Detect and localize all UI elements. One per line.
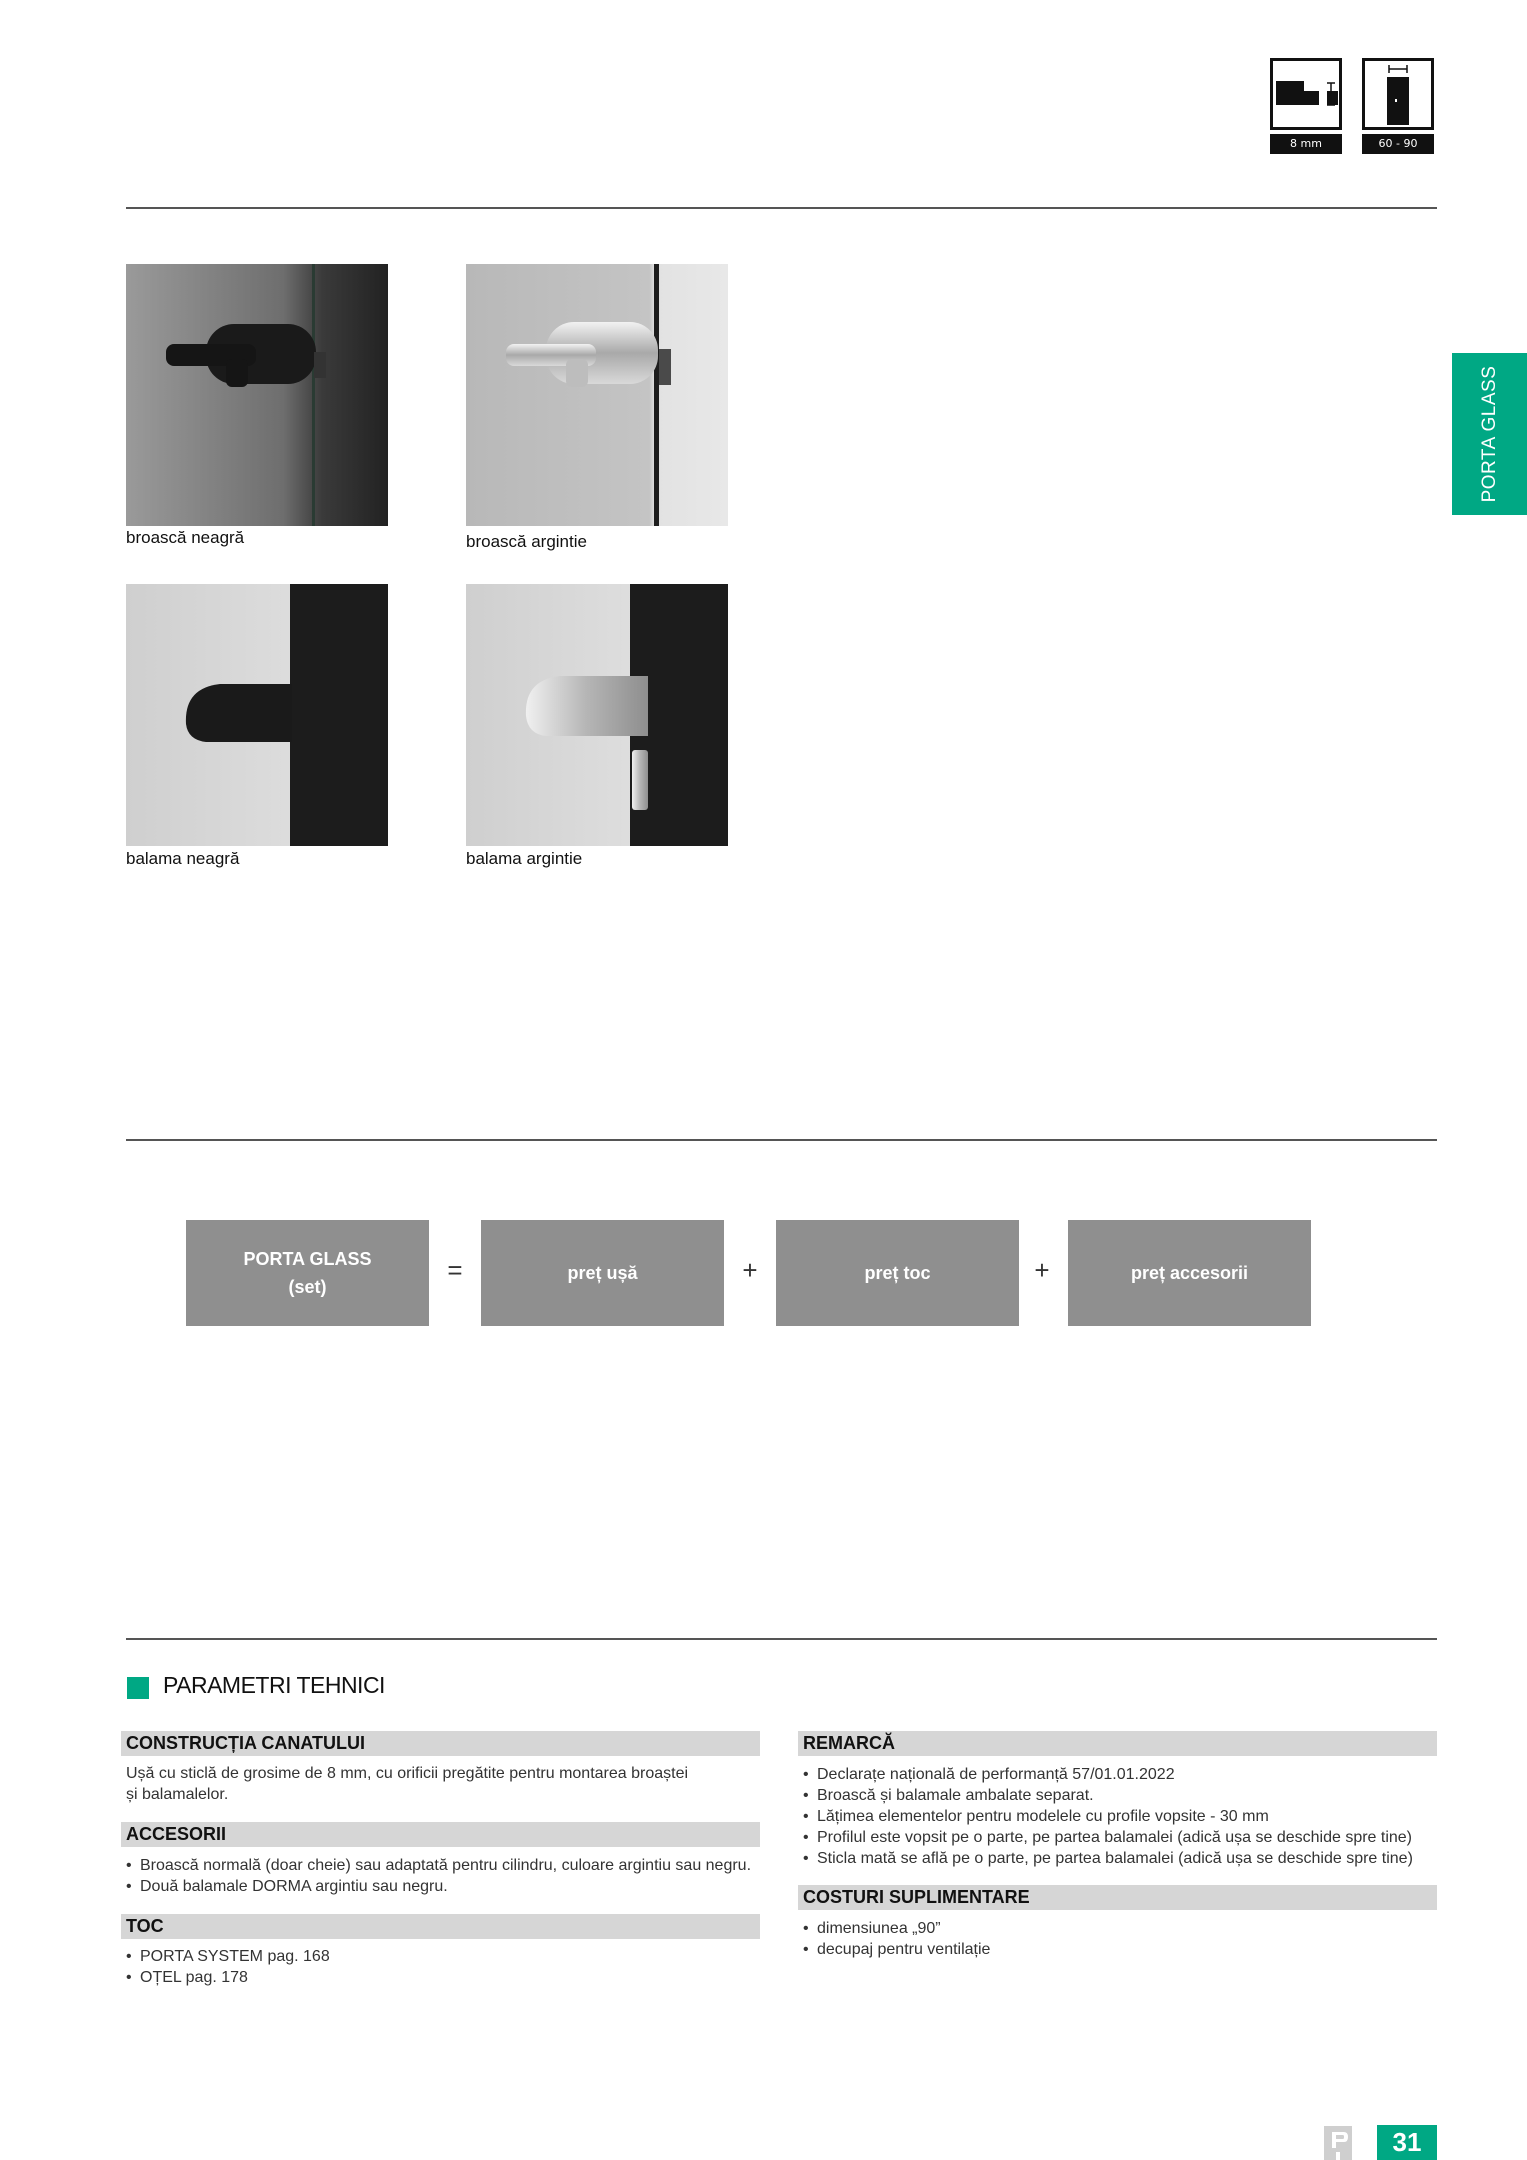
door-width-spec	[1362, 58, 1434, 154]
frame-price-box	[776, 1220, 1019, 1326]
list-item: • Broască normală (doar cheie) sau adaptată pentru cilindru, culoare argintiu sau negru.	[124, 1855, 751, 1876]
top-divider	[126, 207, 1437, 209]
door-price-label: preț ușă	[567, 1263, 638, 1283]
construction-text	[126, 1763, 766, 1805]
set-label-line1: PORTA GLASS	[243, 1249, 372, 1269]
middle-divider	[126, 1139, 1437, 1141]
construction-text-line: Ușă cu sticlă de grosime de 8 mm, cu orificii pregătite pentru montarea broaștei	[126, 1765, 689, 1782]
list-item: • PORTA SYSTEM pag. 168	[124, 1946, 330, 1967]
list-item: • OȚEL pag. 178	[124, 1967, 330, 1988]
glass-thickness-spec	[1270, 58, 1342, 154]
accessories-price-label: preț accesorii	[1130, 1263, 1249, 1283]
gallery-caption: broască argintie	[466, 532, 587, 551]
list-item: • dimensiunea „90”	[801, 1918, 990, 1939]
accessories-heading: ACCESORII	[121, 1822, 760, 1847]
frame-price-label: preț toc	[864, 1263, 931, 1283]
glass-thickness-icon	[1270, 58, 1342, 130]
door-width-label: 60 - 90	[1362, 134, 1434, 154]
set-label-line2: (set)	[288, 1277, 327, 1297]
construction-heading: CONSTRUCȚIA CANATULUI	[121, 1731, 760, 1756]
list-item: • Lățimea elementelor pentru modelele cu profile vopsite - 30 mm	[801, 1806, 1413, 1827]
construction-text-line: și balamalelor.	[126, 1786, 229, 1803]
list-item: • Profilul este vopsit pe o parte, pe partea balamalei (adică ușa se deschide spre tine)	[801, 1827, 1413, 1848]
set-price-box	[186, 1220, 429, 1326]
list-item: • Sticla mată se află pe o parte, pe partea balamalei (adică ușa se deschide spre tine)	[801, 1848, 1413, 1869]
remarks-list	[801, 1764, 1413, 1869]
plus-sign: +	[742, 1255, 758, 1285]
equals-sign: =	[447, 1255, 463, 1285]
frame-list	[124, 1946, 330, 1988]
porta-logo-icon	[1318, 2122, 1358, 2160]
black-lock-photo	[126, 264, 388, 526]
side-tab-label: PORTA GLASS	[1478, 365, 1500, 503]
section-side-tab	[1452, 353, 1527, 515]
gallery-caption: balama neagră	[126, 849, 240, 868]
accessories-price-box	[1068, 1220, 1311, 1326]
section-marker-icon	[127, 1677, 149, 1699]
silver-lock-photo	[466, 264, 728, 526]
extra-costs-heading: COSTURI SUPLIMENTARE	[798, 1885, 1437, 1910]
door-price-box	[481, 1220, 724, 1326]
page-number	[1377, 2125, 1437, 2160]
silver-hinge-photo	[466, 584, 728, 846]
list-item: • Declarațe națională de performanță 57/01.01.2022	[801, 1764, 1413, 1785]
gallery-caption: broască neagră	[126, 528, 245, 547]
frame-heading: TOC	[121, 1914, 760, 1939]
door-width-icon	[1362, 58, 1434, 130]
bottom-divider	[126, 1638, 1437, 1640]
page-number-label: 31	[1392, 2127, 1422, 2157]
black-hinge-photo	[126, 584, 388, 846]
list-item: • Broască și balamale ambalate separat.	[801, 1785, 1413, 1806]
gallery-caption: balama argintie	[466, 849, 583, 868]
list-item: • decupaj pentru ventilație	[801, 1939, 990, 1960]
accessories-list	[124, 1855, 751, 1897]
glass-thickness-label: 8 mm	[1270, 134, 1342, 154]
extra-costs-list	[801, 1918, 990, 1960]
remarks-heading: REMARCĂ	[798, 1731, 1437, 1756]
plus-sign: +	[1034, 1255, 1050, 1285]
tech-params-title: PARAMETRI TEHNICI	[163, 1672, 385, 1698]
list-item: • Două balamale DORMA argintiu sau negru.	[124, 1876, 751, 1897]
